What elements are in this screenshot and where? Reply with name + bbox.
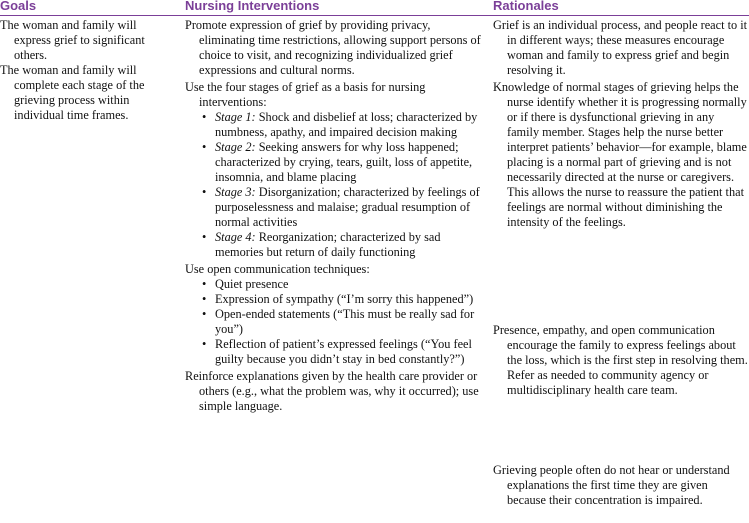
interventions-column xyxy=(185,18,487,414)
stages-list xyxy=(185,110,487,260)
goals-column xyxy=(0,18,176,123)
stage-text: Reorganization; characterized by sad memories but return of daily functioning xyxy=(215,230,441,259)
intervention-stages: Use the four stages of grief as a basis for nursing interventions: xyxy=(185,80,426,109)
header-goals: Goals xyxy=(0,0,37,13)
table-header xyxy=(0,0,749,15)
intervention-privacy: Promote expression of grief by providing privacy, eliminating time restrictions, allowing support persons of choice to visit, and recognizing individualized grief expressions and cultural norms. xyxy=(185,18,481,77)
intervention-communication: Use open communication techniques: xyxy=(185,262,370,276)
technique-item: • Reflection of patient’s expressed feelings (“You feel guilty because you didn’t stay in bed constantly?”) xyxy=(185,337,487,367)
header-divider xyxy=(0,15,749,16)
techniques-list xyxy=(185,277,487,367)
rationales-column xyxy=(493,18,749,507)
stage-text: Seeking answers for why loss happened; characterized by crying, tears, guilt, loss of appetite, insomnia, and blame placing xyxy=(215,140,473,184)
technique-item: • Expression of sympathy (“I’m sorry this happened”) xyxy=(185,292,487,307)
goal-item: The woman and family will express grief to significant others. xyxy=(0,18,145,62)
rationale-item: Presence, empathy, and open communication encourage the family to express feelings about the loss, which is the first step in resolving them. Refer as needed to community agency or multidisciplinary health care team. xyxy=(493,323,748,397)
stage-label: Stage 3: xyxy=(215,185,256,199)
stage-text: Shock and disbelief at loss; characterized by numbness, apathy, and impaired decision making xyxy=(215,110,478,139)
header-rationales: Rationales xyxy=(493,0,559,13)
intervention-explanations: Reinforce explanations given by the health care provider or others (e.g., what the problem was, why it occurred); use simple language. xyxy=(185,369,479,413)
stage-label: Stage 2: xyxy=(215,140,256,154)
stage-item xyxy=(185,140,487,185)
goal-item: The woman and family will complete each stage of the grieving process within individual time frames. xyxy=(0,63,145,122)
stage-label: Stage 1: xyxy=(215,110,256,124)
stage-item xyxy=(185,110,487,140)
rationale-item: Knowledge of normal stages of grieving helps the nurse identify whether it is progressing normally or if there is dysfunctional grieving in any family member. Stages help the nurse better interpret patients’ behavior—for example, blame placing is a normal part of grieving and is not necessarily directed at the nurse or caregivers. This allows the nurse to reassure the patient that feelings are normal without diminishing the intensity of the feelings. xyxy=(493,80,747,229)
header-nursing-interventions: Nursing Interventions xyxy=(185,0,320,13)
stage-item xyxy=(185,185,487,230)
stage-item xyxy=(185,230,487,260)
stage-text: Disorganization; characterized by feelings of purposelessness and malaise; gradual resumption of normal activities xyxy=(215,185,480,229)
technique-item: • Open-ended statements (“This must be really sad for you”) xyxy=(185,307,487,337)
stage-label: Stage 4: xyxy=(215,230,256,244)
rationale-item: Grief is an individual process, and people react to it in different ways; these measures encourage woman and family to express grief and begin resolving it. xyxy=(493,18,748,77)
technique-item: • Quiet presence xyxy=(185,277,487,292)
rationale-item: Grieving people often do not hear or understand explanations the first time they are given because their concentration is impaired. xyxy=(493,463,730,507)
